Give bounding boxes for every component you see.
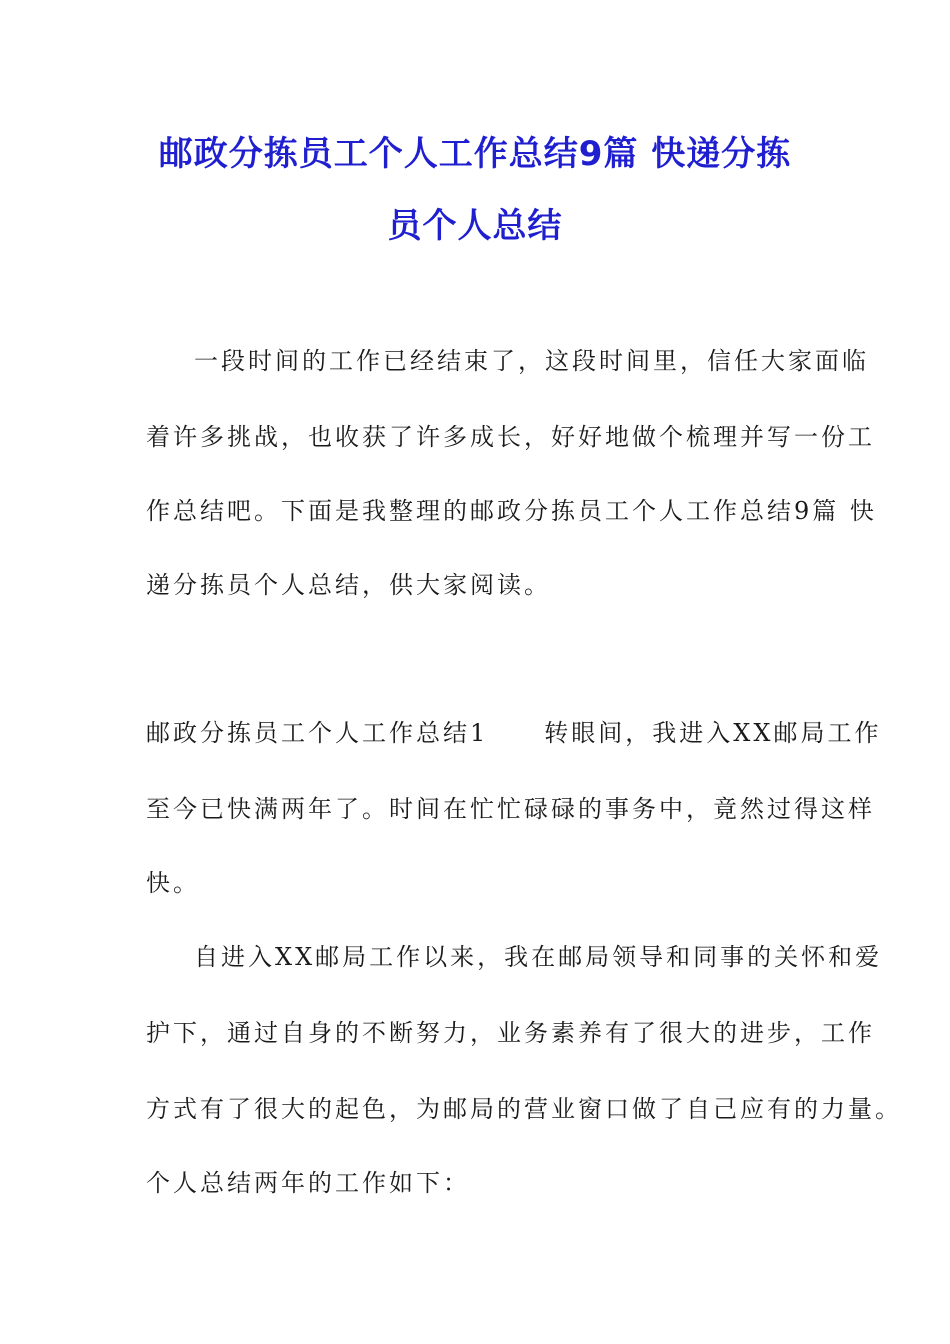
paragraph2-line-4: 个人总结两年的工作如下：: [146, 1169, 470, 1197]
intro-line-1: 一段时间的工作已经结束了，这段时间里，信任大家面临: [194, 347, 869, 375]
section1-heading: 邮政分拣员工个人工作总结1: [146, 719, 489, 747]
section1-first-line-text: 转眼间，我进入XX邮局工作: [544, 719, 882, 747]
section1-line-3: 快。: [146, 869, 200, 897]
section1-first-line: [146, 718, 882, 748]
intro-line-3: 作总结吧。下面是我整理的邮政分拣员工个人工作总结9篇 快: [146, 497, 877, 525]
paragraph2-line-1: 自进入XX邮局工作以来，我在邮局领导和同事的关怀和爱: [194, 943, 883, 971]
paragraph2-line-2: 护下，通过自身的不断努力，业务素养有了很大的进步，工作: [146, 1019, 875, 1047]
intro-line-2: 着许多挑战，也收获了许多成长，好好地做个梳理并写一份工: [146, 423, 875, 451]
document-title-line-1: 邮政分拣员工个人工作总结9篇 快递分拣: [158, 134, 792, 174]
document-title-line-2: 员个人总结: [387, 206, 563, 246]
intro-line-4: 递分拣员个人总结，供大家阅读。: [146, 571, 551, 599]
section1-line-2: 至今已快满两年了。时间在忙忙碌碌的事务中，竟然过得这样: [146, 795, 875, 823]
paragraph2-line-3: 方式有了很大的起色，为邮局的营业窗口做了自己应有的力量。: [146, 1095, 902, 1123]
